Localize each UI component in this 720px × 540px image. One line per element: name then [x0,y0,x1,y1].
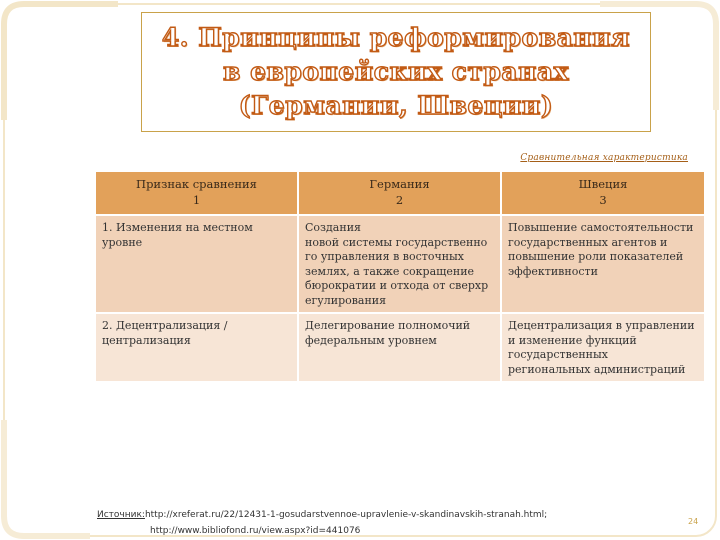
title-box [141,12,651,132]
header-number: 3 [599,193,607,207]
table-header-row [96,172,704,215]
header-label: Германия [369,177,430,191]
header-label: Швеция [578,177,628,191]
cell-text: Делегирование полномочий федеральным уровнем [305,319,471,347]
source-link-1[interactable]: http://xreferat.ru/22/12431-1-gosudarstvennoe-upravlenie-v-skandinavskih-stranah.html; [144,510,548,520]
source-label: Источник: [97,510,145,520]
cell-text: 2. Децентрализация / централизация [102,319,228,347]
comparison-table [96,172,704,381]
table-cell [96,215,298,313]
cell-text: 1. Изменения на местном уровне [102,221,253,249]
header-number: 2 [395,193,404,207]
source-note [97,507,547,539]
table-cell [501,215,704,313]
table-cell [298,313,501,381]
header-germany [298,172,501,215]
table-row [96,215,704,313]
header-sweden [501,172,704,215]
table-cell [96,313,298,381]
header-number: 1 [192,193,201,207]
cell-text: Создания новой системы государственно го управления в восточных землях, а также сокращение бюрократии и отхода от сверхр егулирования [305,221,489,307]
header-label: Признак сравнения [136,177,257,191]
header-criterion [96,172,298,215]
table-cell [501,313,704,381]
slide-title: 4. Принципы реформирования в европейских странах (Германии, Швеции) [161,23,631,120]
table-row [96,313,704,381]
cell-text: Децентрализация в управлении и изменение функций государственных региональных администраций [508,319,695,376]
source-link-2[interactable]: http://www.bibliofond.ru/view.aspx?id=441076 [150,526,361,536]
page-number: 24 [688,517,699,526]
comparison-table-wrapper [96,172,704,381]
table-cell [298,215,501,313]
cell-text: Повышение самостоятельности государственных агентов и повышение роли показателей эффективности [508,221,694,278]
table-caption: Сравнительная характеристика [520,153,688,163]
